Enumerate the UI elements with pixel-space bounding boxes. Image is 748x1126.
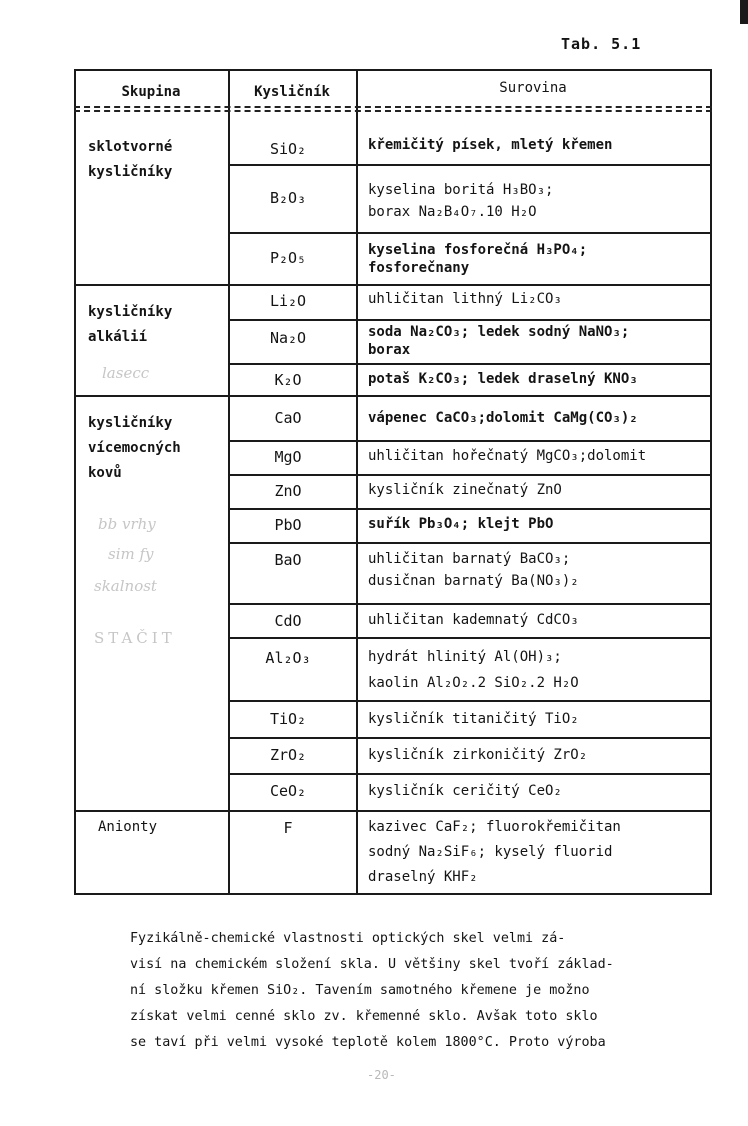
raw-material-cell: kyselina boritá H₃BO₃; borax Na₂B₄O₇.10 H₂O	[368, 182, 554, 220]
table-right-border	[710, 69, 712, 895]
scan-edge-mark	[740, 0, 748, 24]
oxide-cell: ZrO₂	[269, 746, 307, 764]
body-paragraph	[130, 926, 710, 1056]
oxide-cell: K₂O	[274, 371, 302, 389]
oxide-cell: F	[283, 819, 293, 837]
row-separator	[228, 603, 712, 605]
group-label-polyvalent-metal-oxides: kysličníky vícemocných kovů	[88, 415, 181, 481]
raw-material-cell: kysličník zinečnatý ZnO	[368, 482, 562, 498]
raw-material-cell: křemičitý písek, mletý křemen	[368, 137, 613, 153]
raw-material-cell: kysličník ceričitý CeO₂	[368, 783, 562, 799]
oxide-cell: Al₂O₃	[265, 649, 311, 667]
paragraph-line: se taví při velmi vysoké teplotě kolem 1800°C. Proto výroba	[130, 1035, 606, 1050]
pencil-note: sim fy	[108, 545, 154, 563]
table-left-border	[74, 69, 76, 895]
pencil-note: skalnost	[94, 577, 157, 595]
pencil-note: bb vrhy	[98, 515, 156, 533]
pencil-note: STAČIT	[94, 629, 176, 647]
row-separator	[228, 440, 712, 442]
row-separator	[228, 637, 712, 639]
group-label-alkali-oxides: kysličníky alkálií	[88, 304, 173, 345]
raw-material-cell: kazivec CaF₂; fluorokřemičitan sodný Na₂SiF₆; kyselý fluorid draselný KHF₂	[368, 819, 621, 885]
raw-materials-table	[74, 69, 712, 895]
table-top-border	[74, 69, 712, 71]
row-separator	[228, 773, 712, 775]
oxide-cell: SiO₂	[269, 140, 307, 158]
row-separator	[228, 542, 712, 544]
oxide-cell: B₂O₃	[269, 189, 307, 207]
raw-material-cell: kysličník zirkoničitý ZrO₂	[368, 747, 588, 763]
row-separator	[228, 737, 712, 739]
raw-material-cell: uhličitan lithný Li₂CO₃	[368, 291, 562, 307]
raw-material-cell: kyselina fosforečná H₃PO₄; fosforečnany	[368, 242, 588, 276]
raw-material-cell: hydrát hlinitý Al(OH)₃; kaolin Al₂O₂.2 SiO₂.2 H₂O	[368, 649, 579, 691]
oxide-cell: Na₂O	[269, 329, 307, 347]
raw-material-cell: uhličitan barnatý BaCO₃; dusičnan barnatý Ba(NO₃)₂	[368, 551, 579, 589]
group-separator-3	[74, 810, 712, 812]
row-separator	[228, 319, 712, 321]
group-separator-1	[74, 284, 712, 286]
header-oxide: Kysličník	[254, 84, 330, 100]
oxide-cell: MgO	[274, 448, 302, 466]
oxide-cell: CdO	[274, 612, 302, 630]
oxide-cell: PbO	[274, 516, 302, 534]
row-separator	[228, 363, 712, 365]
raw-material-cell: uhličitan kademnatý CdCO₃	[368, 612, 579, 628]
paragraph-line: ní složku křemen SiO₂. Tavením samotného křemene je možno	[130, 983, 590, 998]
header-raw-material: Surovina	[499, 80, 567, 96]
header-group: Skupina	[121, 84, 181, 100]
oxide-cell: ZnO	[274, 482, 302, 500]
paragraph-line: Fyzikálně-chemické vlastnosti optických skel velmi zá-	[130, 931, 566, 946]
oxide-cell: TiO₂	[269, 710, 307, 728]
table-bottom-border	[74, 893, 712, 895]
column-divider-2	[356, 69, 358, 895]
header-double-rule-lower	[74, 110, 712, 112]
paragraph-line: získat velmi cenné sklo zv. křemenné sklo. Avšak toto sklo	[130, 1009, 598, 1024]
raw-material-cell: suřík Pb₃O₄; klejt PbO	[368, 516, 554, 532]
row-separator	[228, 508, 712, 510]
paragraph-line: visí na chemickém složení skla. U většiny skel tvoří základ-	[130, 957, 614, 972]
oxide-cell: CeO₂	[269, 782, 307, 800]
page-number: -20-	[367, 1068, 396, 1082]
group-separator-2	[74, 395, 712, 397]
header-double-rule	[74, 106, 712, 108]
group-label-glass-forming: sklotvorné kysličníky	[88, 139, 173, 180]
oxide-cell: CaO	[274, 409, 302, 427]
raw-material-cell: kysličník titaničitý TiO₂	[368, 711, 579, 727]
oxide-cell: Li₂O	[269, 292, 307, 310]
row-separator	[228, 700, 712, 702]
raw-material-cell: uhličitan hořečnatý MgCO₃;dolomit	[368, 448, 647, 464]
pencil-note: lasecc	[102, 364, 150, 382]
table-number: Tab. 5.1	[561, 35, 642, 53]
group-label-anions: Anionty	[98, 819, 158, 835]
raw-material-cell: soda Na₂CO₃; ledek sodný NaNO₃; borax	[368, 324, 630, 358]
raw-material-cell: vápenec CaCO₃;dolomit CaMg(CO₃)₂	[368, 410, 638, 426]
oxide-cell: P₂O₅	[269, 249, 307, 267]
raw-material-cell: potaš K₂CO₃; ledek draselný KNO₃	[368, 371, 638, 387]
row-separator	[228, 232, 712, 234]
row-separator	[228, 474, 712, 476]
row-separator	[228, 164, 712, 166]
oxide-cell: BaO	[274, 551, 302, 569]
